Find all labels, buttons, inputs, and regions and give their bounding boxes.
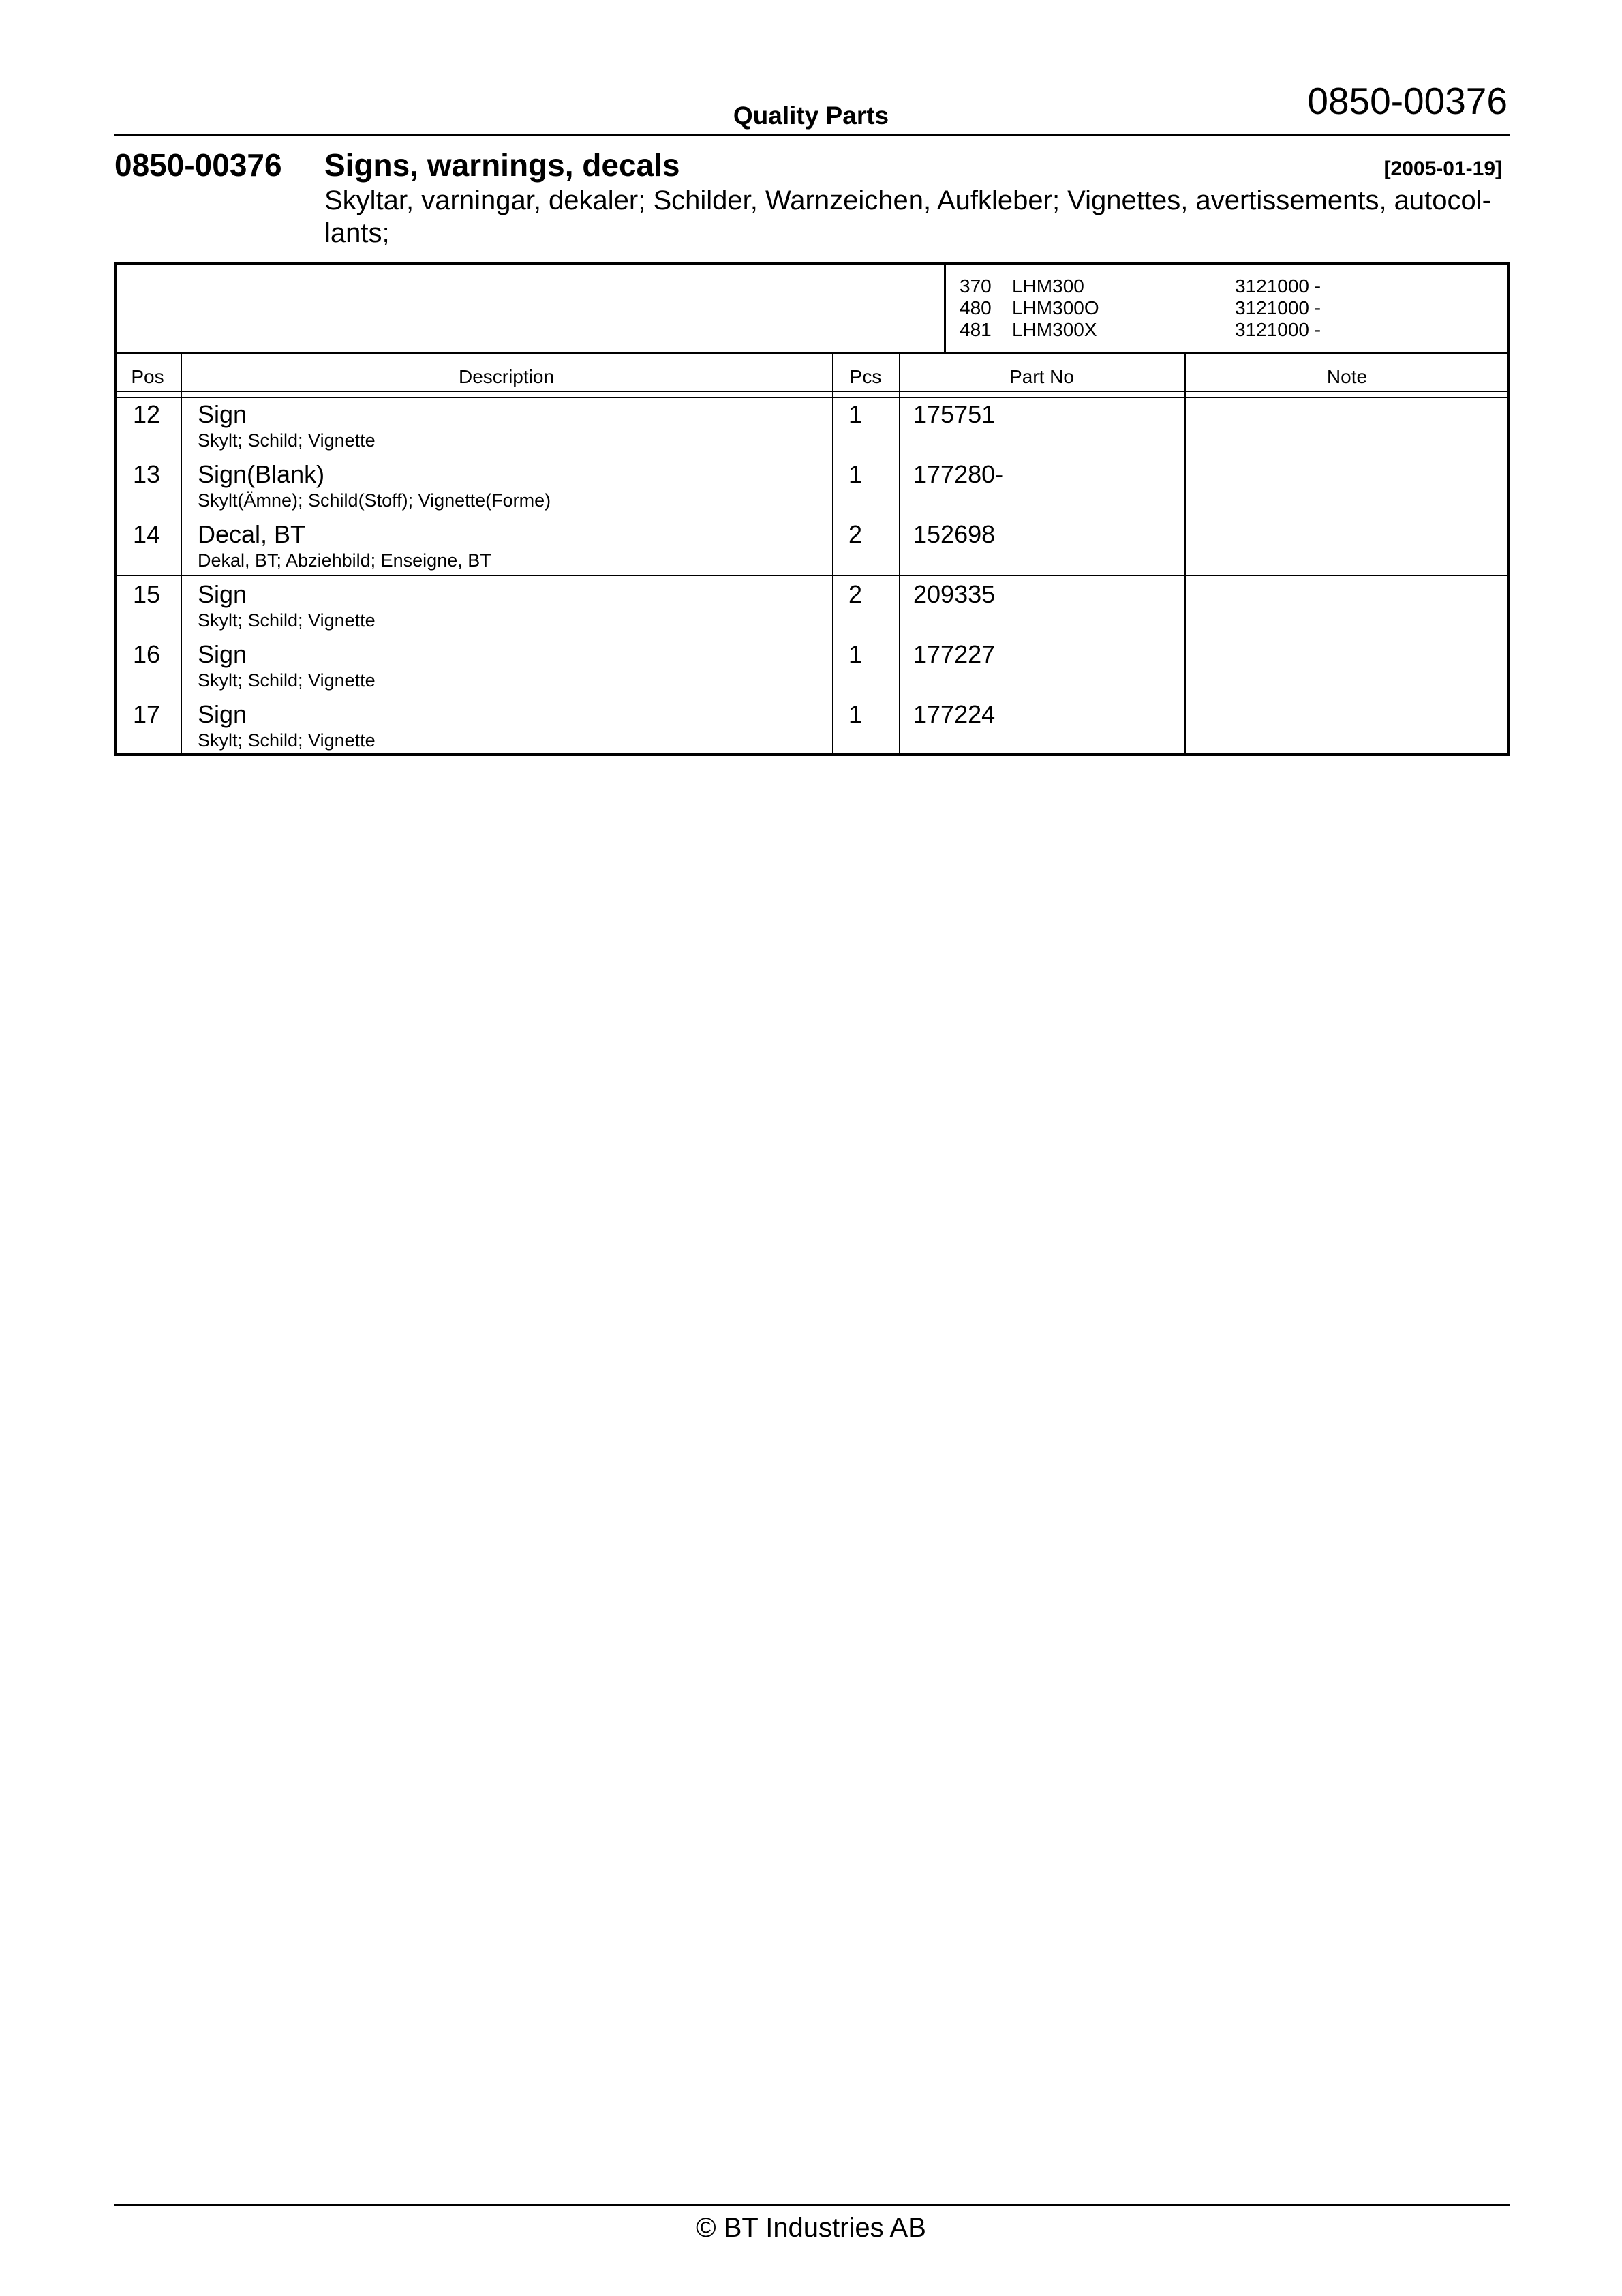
applicability-model: LHM300O <box>1012 297 1099 318</box>
section-date: [2005-01-19] <box>1383 157 1502 180</box>
applicability-model: LHM300 <box>1012 275 1084 297</box>
column-header-pcs: Pcs <box>849 366 882 387</box>
row-description: Sign <box>198 700 247 728</box>
row-group-divider <box>114 575 1510 576</box>
applicability-serial: 3121000 - <box>1235 275 1321 297</box>
row-description: Sign <box>198 580 247 608</box>
footer-divider <box>114 2204 1510 2206</box>
section-subtitle: Skyltar, varningar, dekaler; Schilder, Warnzeichen, Aufkleber; Vignettes, avertissements, autocol-lants; <box>324 185 1491 248</box>
page-header-doc-number: 0850-00376 <box>1307 80 1508 122</box>
column-header-description: Description <box>458 366 555 387</box>
row-pos: 14 <box>133 520 161 548</box>
row-description: Sign <box>198 400 247 428</box>
row-pos: 17 <box>133 700 161 728</box>
row-description: Decal, BT <box>198 520 306 548</box>
row-pos: 13 <box>133 460 161 488</box>
applicability-divider <box>944 262 946 354</box>
column-divider <box>1184 354 1186 756</box>
footer-copyright: © BT Industries AB <box>696 2213 926 2243</box>
row-pcs: 1 <box>848 460 863 488</box>
column-divider <box>181 354 182 756</box>
applicability-serial: 3121000 - <box>1235 297 1321 318</box>
header-divider <box>114 134 1510 136</box>
row-part-no: 177280- <box>913 460 1004 488</box>
applicability-model: LHM300X <box>1012 319 1097 340</box>
applicability-serial: 3121000 - <box>1235 319 1321 340</box>
row-pcs: 1 <box>848 400 863 428</box>
row-pos: 16 <box>133 640 161 668</box>
row-part-no: 177227 <box>913 640 996 668</box>
table-divider <box>114 352 1510 354</box>
applicability-num: 480 <box>960 297 992 318</box>
row-part-no: 152698 <box>913 520 996 548</box>
row-part-no: 209335 <box>913 580 996 608</box>
page-header-title: Quality Parts <box>733 102 889 130</box>
row-translation: Skylt; Schild; Vignette <box>198 430 376 451</box>
applicability-num: 481 <box>960 319 992 340</box>
column-divider <box>832 354 833 756</box>
row-part-no: 175751 <box>913 400 996 428</box>
column-header-pos: Pos <box>131 366 164 387</box>
column-header-note: Note <box>1326 366 1368 387</box>
row-pcs: 1 <box>848 700 863 728</box>
row-pcs: 2 <box>848 580 863 608</box>
row-translation: Skylt; Schild; Vignette <box>198 730 376 751</box>
section-code: 0850-00376 <box>114 147 282 183</box>
row-translation: Skylt; Schild; Vignette <box>198 610 376 631</box>
column-header-rule <box>114 391 1510 392</box>
column-divider <box>899 354 900 756</box>
row-pos: 15 <box>133 580 161 608</box>
row-pos: 12 <box>133 400 161 428</box>
applicability-num: 370 <box>960 275 992 297</box>
row-translation: Skylt(Ämne); Schild(Stoff); Vignette(Forme) <box>198 490 551 511</box>
row-translation: Skylt; Schild; Vignette <box>198 670 376 691</box>
row-part-no: 177224 <box>913 700 996 728</box>
row-pcs: 2 <box>848 520 863 548</box>
column-header-part-no: Part No <box>1009 366 1074 387</box>
section-title: Signs, warnings, decals <box>324 147 680 183</box>
row-description: Sign(Blank) <box>198 460 325 488</box>
row-pcs: 1 <box>848 640 863 668</box>
row-description: Sign <box>198 640 247 668</box>
row-translation: Dekal, BT; Abziehbild; Enseigne, BT <box>198 550 491 571</box>
column-header-rule <box>114 397 1510 398</box>
